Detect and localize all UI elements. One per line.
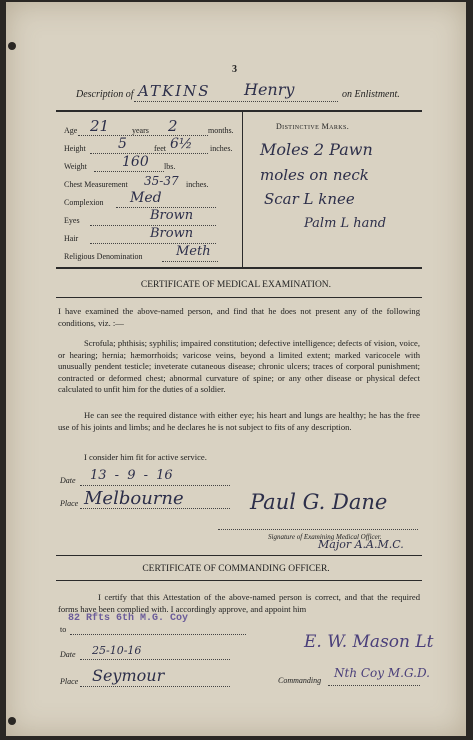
medical-para-2: Scrofula; phthisis; syphilis; impaired constitution; defective intelligence; defects of vision, voice, or hearing; hernia; hæmorrhoids; varicose veins, beyond a limited extent; marked varicocele with unusually pendent testicle; inveterate cutaneous disease; chronic ulcers; traces of corporal punishment; contracted or deformed chest; abnormal curvature of spine; or any other disease or physical defect calculated to unfit him for the duties of a soldier. — [58, 338, 420, 394]
religion-label: Religious Denomination — [64, 252, 143, 261]
marks-line-1: Moles 2 Pawn — [260, 140, 373, 159]
co-commanding-label: Commanding — [278, 676, 322, 685]
medical-title-rule — [56, 297, 422, 298]
hair-value: Brown — [150, 226, 194, 241]
medical-signature-rank: Major A.A.M.C. — [318, 538, 404, 551]
inches-label: inches. — [210, 144, 233, 153]
medical-title: CERTIFICATE OF MEDICAL EXAMINATION. — [140, 280, 332, 290]
height-feet: 5 — [118, 136, 127, 152]
height-inches: 6½ — [170, 136, 193, 152]
description-label: Description of — [76, 89, 134, 100]
co-unit-stamp: 82 Rfts 6th M.G. Coy — [68, 613, 189, 624]
co-signature: E. W. Mason Lt — [304, 632, 434, 652]
weight-value: 160 — [122, 154, 149, 170]
marks-line-4: Palm L hand — [304, 216, 387, 231]
given-name: Henry — [244, 80, 295, 99]
co-signature-line — [328, 685, 420, 686]
co-place-line — [80, 686, 230, 687]
medical-place-line — [80, 508, 230, 509]
medical-date-line — [80, 485, 230, 486]
surname: ATKINS — [138, 82, 211, 100]
height-line — [90, 153, 208, 154]
feet-label: feet — [154, 144, 166, 153]
attestation-page — [6, 2, 466, 736]
marks-line-2: moles on neck — [260, 166, 369, 184]
box-bottom-rule — [56, 267, 422, 269]
complexion-value: Med — [130, 190, 162, 206]
medical-para-3: He can see the required distance with either eye; his heart and lungs are healthy; he has the free use of his joints and limbs; and he declares he is not subject to fits of any description. — [58, 410, 420, 432]
weight-label: Weight — [64, 162, 87, 171]
marks-line-3: Scar L knee — [264, 190, 355, 208]
box-top-rule — [56, 110, 422, 112]
punch-hole — [8, 42, 16, 50]
distinctive-marks-label: Distinctive Marks. — [276, 122, 350, 131]
age-label: Age — [64, 126, 78, 135]
co-to-line — [70, 634, 246, 635]
age-years: 21 — [90, 117, 110, 135]
weight-line — [94, 171, 164, 172]
religion-value: Meth — [176, 244, 211, 259]
co-title-rule — [56, 580, 422, 581]
medical-signature: Paul G. Dane — [250, 490, 388, 514]
page-number: 3 — [232, 64, 237, 75]
medical-date-value: 13 - 9 - 16 — [90, 468, 173, 483]
medical-date-label: Date — [60, 476, 76, 485]
hair-label: Hair — [64, 234, 79, 243]
co-unit: Nth Coy M.G.D. — [334, 666, 430, 680]
medical-para-4: I consider him fit for active service. — [84, 452, 207, 462]
medical-place-label: Place — [60, 499, 79, 508]
co-place-value: Seymour — [92, 666, 165, 685]
medical-signature-caption: Signature of Examining Medical Officer. — [268, 533, 382, 541]
co-place-label: Place — [60, 677, 79, 686]
name-line — [134, 101, 338, 102]
chest-value: 35-37 — [144, 174, 179, 188]
chest-inches-label: inches. — [186, 180, 209, 189]
height-label: Height — [64, 144, 86, 153]
box-divider — [242, 112, 243, 267]
medical-place-value: Melbourne — [84, 488, 184, 509]
medical-signature-line — [218, 529, 418, 530]
months-label: months. — [208, 126, 234, 135]
eyes-label: Eyes — [64, 216, 80, 225]
age-months: 2 — [168, 117, 178, 135]
years-label: years — [132, 126, 149, 135]
lbs-label: lbs. — [164, 162, 176, 171]
on-enlistment-label: on Enlistment. — [342, 89, 400, 100]
eyes-value: Brown — [150, 208, 194, 223]
co-para-1: I certify that this Attestation of the above-named person is correct, and that the required forms have been complied with. I accordingly approve, and appoint him — [58, 592, 420, 614]
co-title: CERTIFICATE OF COMMANDING OFFICER. — [142, 564, 330, 574]
medical-para-1: I have examined the above-named person, and find that he does not present any of the following conditions, viz. :— — [58, 306, 420, 328]
co-top-rule — [56, 555, 422, 556]
co-to-label: to — [60, 625, 67, 634]
religion-line — [162, 261, 218, 262]
co-date-line — [80, 659, 230, 660]
co-date-value: 25-10-16 — [92, 644, 142, 657]
punch-hole — [8, 717, 16, 725]
complexion-label: Complexion — [64, 198, 104, 207]
chest-label: Chest Measurement — [64, 180, 128, 189]
co-date-label: Date — [60, 650, 76, 659]
